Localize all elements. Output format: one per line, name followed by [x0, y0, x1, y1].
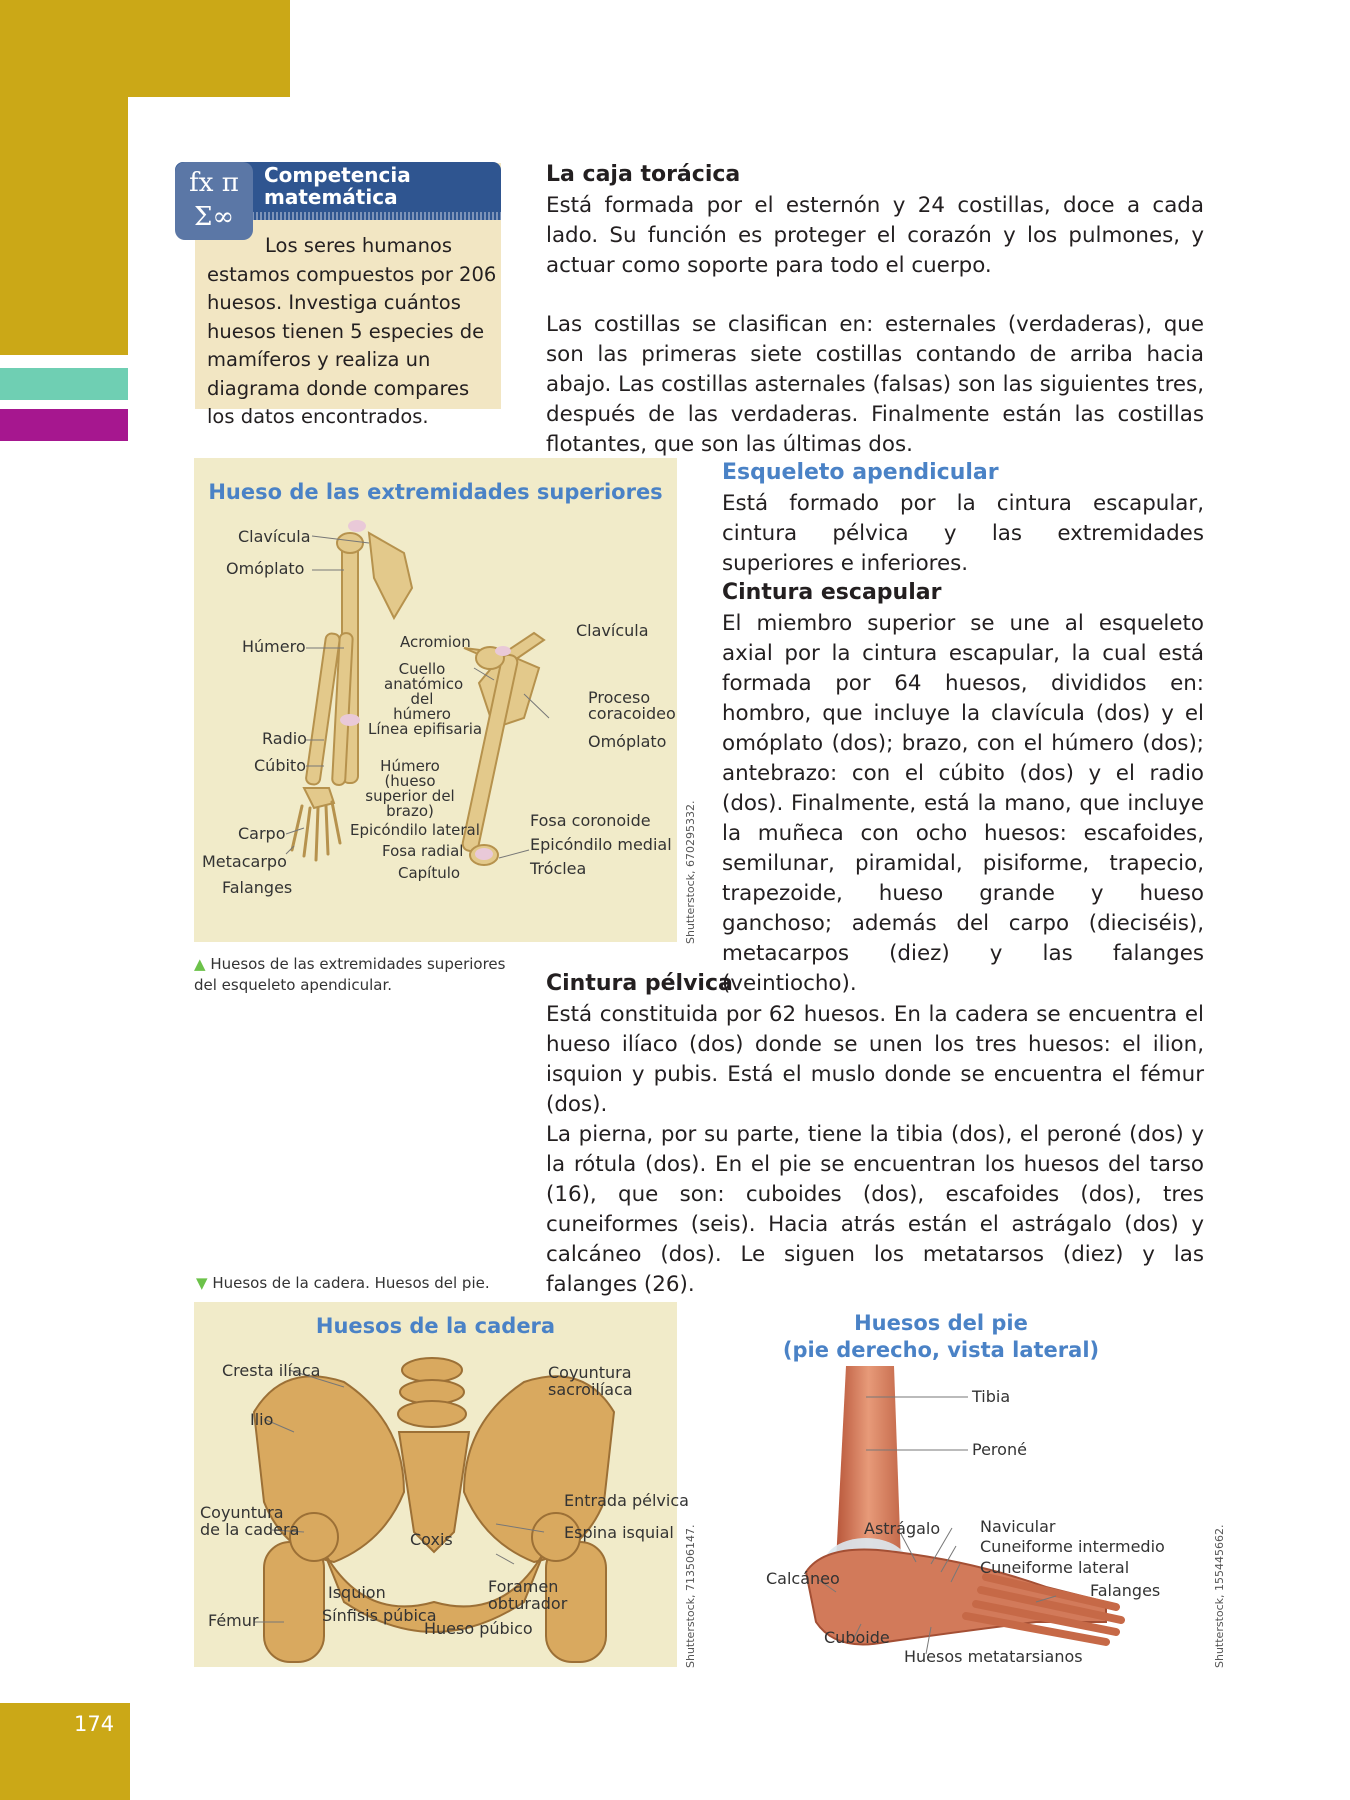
label-entrada-pelvica: Entrada pélvica [564, 1491, 689, 1510]
hip-credit: Shutterstock, 713506147. [684, 1524, 697, 1668]
label-coyuntura-cadera: Coyuntura de la cadera [200, 1503, 300, 1539]
pelvica-paragraph-2: La pierna, por su parte, tiene la tibia (dos), el peroné (dos) y la rótula (dos). En el pie se encuentran los huesos del tarso (16), que son: cuboides (dos), escafoides (dos), tres cuneiformes (seis). Hacia atrás están el astrágalo (dos) y calcáneo (dos). Le siguen los metatarsos (diez) y las falanges (26). [546, 1122, 1204, 1297]
label-cresta-iliaca: Cresta ilíaca [222, 1361, 321, 1380]
math-symbols-icon: fx π Σ∞ [175, 162, 253, 240]
label-hueso-pubico: Hueso púbico [424, 1619, 533, 1638]
competencia-stripe [212, 212, 501, 220]
decorative-magenta-band [0, 409, 128, 441]
label-epicondilo-lateral: Epicóndilo lateral [350, 821, 480, 839]
label-perone: Peroné [972, 1440, 1027, 1459]
page-number: 174 [74, 1712, 115, 1736]
label-proceso-coracoideo: Proceso coracoideo [588, 688, 676, 723]
label-sinfisis-pubica: Sínfisis púbica [322, 1606, 437, 1625]
label-clavicula-left: Clavícula [238, 527, 311, 546]
upper-limb-figure [194, 458, 677, 942]
pelvica-paragraph-1: Está constituida por 62 huesos. En la cadera se encuentra el hueso ilíaco (dos) donde se unen los tres huesos: el ilion, isquion y pubis. Está el muslo donde se encuentra el fémur (dos). [546, 1002, 1204, 1117]
label-calcaneo: Calcáneo [766, 1569, 840, 1588]
label-femur: Fémur [208, 1611, 259, 1630]
upper-limb-credit: Shutterstock, 670295332. [684, 800, 697, 944]
label-cuboide: Cuboide [824, 1628, 890, 1647]
label-astragalo: Astrágalo [864, 1519, 941, 1538]
label-coyuntura-sacroiliaca: Coyuntura sacroilíaca [548, 1363, 633, 1399]
label-metacarpo: Metacarpo [202, 852, 287, 871]
foot-figure [726, 1302, 1196, 1672]
escapular-text: El miembro superior se une al esqueleto axial por la cintura escapular, la cual está formada por 64 huesos, divididos en: hombro, que incluye la clavícula (dos) y el omóplato (dos); brazo, con el húmero (dos); antebrazo: con el cúbito (dos) y el radio (dos). Finalmente, está la mano, que incluye la muñeca con ocho huesos: escafoides, semilunar, piramidal, pisiforme, trapecio, trapezoide, hueso grande y hueso ganchoso; además del carpo (dieciséis), metacarpos (diez) y las falanges (veintiocho). [722, 611, 1204, 996]
upper-limb-title: Hueso de las extremidades superiores [208, 480, 663, 504]
hip-foot-caption: ▼ Huesos de la cadera. Huesos del pie. [196, 1274, 490, 1292]
label-isquion: Isquion [328, 1583, 386, 1602]
label-falanges-hand: Falanges [222, 878, 293, 897]
caja-toracica-paragraph-2: Las costillas se clasifican en: esternales (verdaderas), que son las primeras siete costillas contando de arriba hacia abajo. Las costillas asternales (falsas) son las siguientes tres, después de las verdaderas. Finalmente están las costillas flotantes, que son las últimas dos. [546, 312, 1204, 457]
label-cuello-anatomico: Cuello anatómico del húmero [384, 660, 464, 723]
escapular-heading: Cintura escapular [722, 580, 942, 605]
label-falanges-foot: Falanges [1090, 1581, 1161, 1600]
label-linea-epifisaria: Línea epifisaria [368, 720, 483, 738]
label-cubito: Cúbito [254, 756, 306, 775]
label-huesos-metatarsianos: Huesos metatarsianos [904, 1647, 1083, 1666]
apendicular-text: Está formado por la cintura escapular, cintura pélvica y las extremidades superiores e inferiores. [722, 491, 1204, 576]
label-troclea: Tróclea [530, 859, 587, 878]
decorative-teal-band [0, 368, 128, 400]
label-tibia: Tibia [972, 1387, 1011, 1406]
label-acromion: Acromion [400, 633, 471, 651]
label-coxis: Coxis [410, 1530, 453, 1549]
caja-toracica-paragraph-1: Está formada por el esternón y 24 costillas, doce a cada lado. Su función es proteger el corazón y los pulmones, y actuar como soporte para todo el cuerpo. [546, 193, 1204, 278]
foot-title-1: Huesos del pie [854, 1311, 1028, 1335]
pelvica-heading: Cintura pélvica [546, 971, 733, 996]
label-humero-superior: Húmero (hueso superior del brazo) [365, 757, 455, 820]
label-omoplato-right: Omóplato [588, 732, 667, 751]
upper-limb-caption: ▲ Huesos de las extremidades superiores del esqueleto apendicular. [194, 955, 506, 994]
competencia-title: Competencia matemática [264, 163, 411, 209]
foot-title-2: (pie derecho, vista lateral) [782, 1338, 1100, 1362]
label-cuneiforme-intermedio: Cuneiforme intermedio [980, 1537, 1165, 1556]
apendicular-heading: Esqueleto apendicular [722, 460, 999, 485]
triangle-down-icon: ▼ [196, 1274, 208, 1292]
label-radio: Radio [262, 729, 307, 748]
label-ilio: Ilio [250, 1410, 274, 1429]
label-carpo: Carpo [238, 824, 286, 843]
label-foramen-obturador: Foramen obturador [488, 1577, 568, 1613]
label-humero-left: Húmero [242, 637, 306, 656]
hip-figure [194, 1302, 689, 1667]
competencia-text: Los seres humanos estamos compuestos por 206 huesos. Investiga cuántos huesos tienen 5 especies de mamíferos y realiza un diagrama donde compares los datos encontrados. [207, 234, 497, 428]
triangle-up-icon: ▲ [194, 955, 206, 973]
label-navicular: Navicular [980, 1517, 1056, 1536]
caja-toracica-heading: La caja torácica [546, 162, 741, 187]
foot-credit: Shutterstock, 155445662. [1213, 1524, 1226, 1668]
label-fosa-radial: Fosa radial [382, 842, 464, 860]
hip-title: Huesos de la cadera [315, 1314, 556, 1338]
label-epicondilo-medial: Epicóndilo medial [530, 835, 672, 854]
label-capitulo: Capítulo [398, 864, 461, 882]
label-clavicula-right: Clavícula [576, 621, 649, 640]
label-espina-isquial: Espina isquial [564, 1523, 674, 1542]
label-cuneiforme-lateral: Cuneiforme lateral [980, 1558, 1130, 1577]
label-omoplato-left: Omóplato [226, 559, 305, 578]
label-fosa-coronoide: Fosa coronoide [530, 811, 651, 830]
